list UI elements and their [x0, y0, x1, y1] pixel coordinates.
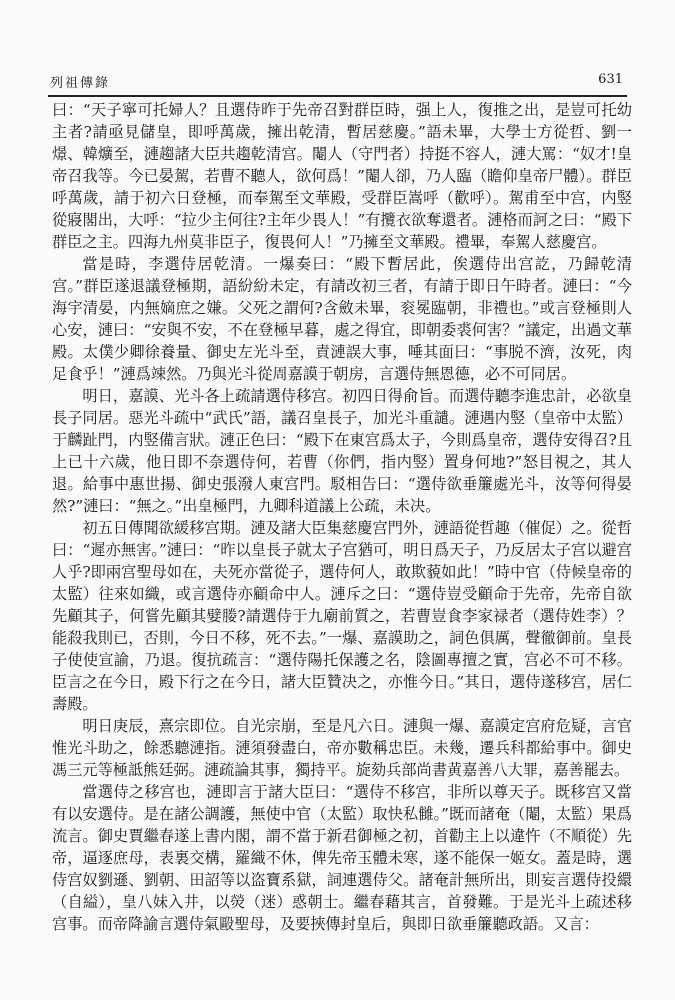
- paragraph: 明日庚辰，熹宗即位。自光宗崩，至是凡六日。漣與一爆、嘉謨定宫府危疑，言官惟光斗助之，餘悉聽漣指。漣須發盡白，帝亦數稱忠臣。未幾，遷兵科都給事中。御史馮三元等極詆熊廷弼。漣疏論其事，獨持平。旋劾兵部尚書黄嘉善八大罪，嘉善罷去。: [52, 717, 632, 779]
- body-text: [52, 99, 632, 935]
- page-number: 631: [598, 72, 623, 87]
- paragraph: 當是時，李選侍居乾清。一爆奏曰：“殿下暫居此，俟選侍出宫訖，乃歸乾清宫。”群臣遂退議登極期，語紛紛未定，有請改初三者，有請于即日午時者。漣曰：“今海宇清晏，内無嫡庶之嫌。父死之謂何?含斂未畢，衮冕臨朝，非禮也。”或言登極則人心安，漣曰：“安與不安，不在登極早暮，處之得宜，即朝委裘何害？”議定，出過文華殿。太僕少卿徐養量、御史左光斗至，責漣誤大事，唾其面曰：“事脱不濟，汝死，肉足食乎！”漣爲竦然。乃與光斗從周嘉謨于朝房，言選侍無恩德，必不可同居。: [52, 255, 632, 383]
- header-rule: [48, 95, 627, 97]
- paragraph: 當選侍之移宫也，漣即言于諸大臣曰：“選侍不移宫，非所以尊天子。既移宫又當有以安選侍。是在諸公調護，無使中官（太監）取快私雠。”既而諸奄（閹，太監）果爲流言。御史賈繼春遂上書内閣，謂不當于新君御極之初，首勸主上以違忤（不順從）先帝，逼逐庶母，表裏交構，羅織不休，俾先帝玉體未寒，遂不能保一姬女。蓋是時，選侍宫奴劉遜、劉朝、田詔等以盗寶系獄，詞連選侍父。諸奄計無所出，則妄言選侍投繯（自縊），皇八妹入井，以熒（迷）惑朝士。繼春藉其言，首發難。于是光斗上疏述移宫事。而帝降諭言選侍氣毆聖母，及要挾傳封皇后，與即日欲垂簾聽政語。又言：: [52, 783, 632, 933]
- paragraph: 曰：“天子寧可托婦人？且選侍昨于先帝召對群臣時，强上人，復推之出，是豈可托幼主者?請亟見儲皇，即呼萬歲，擁出乾清，暫居慈慶。”語未畢，大學士方從哲、劉一燝、韓爌至，漣趨諸大臣共趨乾清宫。閹人（守門者）持挺不容人，漣大罵：“奴才!皇帝召我等。今已晏駕，若曹不聽人，欲何爲！”閹人卻，乃人臨（瞻仰皇帝尸體）。群臣呼萬歲，請于初六日登極，而奉駕至文華殿，受群臣嵩呼（歡呼）。駕甫至中宫，内竪從寢閣出，大呼：“拉少主何往?主年少畏人！”有攬衣欲奪還者。漣格而訶之曰：“殿下群臣之主。四海九州莫非臣子，復畏何人！”乃擁至文華殿。禮畢，奉駕人慈慶宫。: [52, 101, 632, 251]
- page-header: [48, 72, 627, 92]
- running-title: 列祖傳錄: [50, 76, 111, 91]
- paragraph: 明日，嘉謨、光斗各上疏請選侍移宫。初四日得俞旨。而選侍聽李進忠計，必欲皇長子同居。惡光斗疏中“武氏”語，議召皇長子，加光斗重譴。漣遇内竪（皇帝中太監）于麟趾門，内竪備言狀。漣正色曰：“殿下在東宫爲太子，今則爲皇帝，選侍安得召?且上已十六歲，他日即不奈選侍何，若曹（你們，指内竪）置身何地?”怒目視之，其人退。給事中惠世揚、御史張潑人東宫門。駁相告曰：“選侍欲垂簾處光斗，汝等何得晏然?”漣曰：“無之。”出皇極門，九卿科道議上公疏，未决。: [52, 387, 632, 515]
- paragraph: 初五日傳聞欲緩移宫期。漣及諸大臣集慈慶宫門外，漣語從哲趣（催促）之。從哲曰：“遲亦無害。”漣曰：“昨以皇長子就太子宫猶可，明日爲天子，乃反居太子宫以避宫人乎?即兩宫聖母如在，夫死亦當從子，選侍何人，敢欺藐如此！”時中官（侍候皇帝的太監）往來如織，或言選侍亦顧命中人。漣斥之曰：“選侍豈受顧命于先帝，先帝自欲先顧其子，何嘗先顧其嬖媵?請選侍于九廟前質之，若曹豈食李家禄者（選侍姓李）？能殺我則已，否則，今日不移，死不去。”一爆、嘉謨助之，詞色俱厲，聲徹御前。皇長子使使宣諭，乃退。復抗疏言：“選侍陽托保護之名，陰圖專擅之實，宫必不可不移。臣言之在今日，殿下行之在今日，諸大臣贊决之，亦惟今日。”其日，選侍遂移宫，居仁壽殿。: [52, 519, 632, 713]
